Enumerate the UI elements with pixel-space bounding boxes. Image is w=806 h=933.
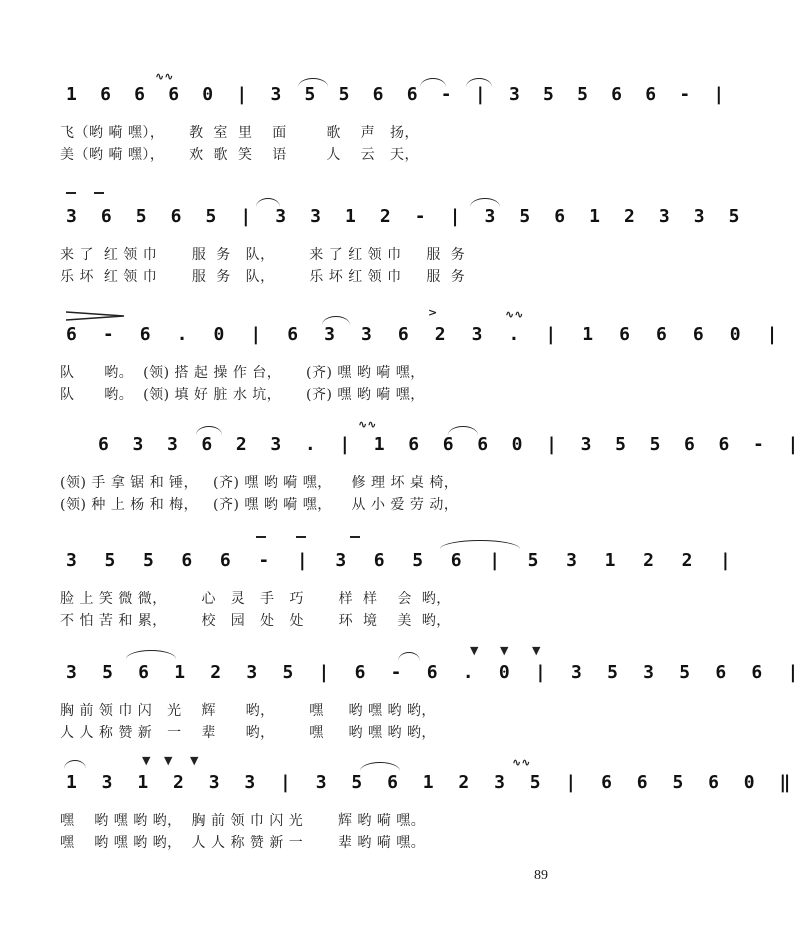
lyrics-verse-1: 队 哟。 (领) 搭 起 操 作 台， (齐) 嘿 哟 嗬 嘿， [60, 365, 425, 381]
lyrics-verse-1: 胸 前 领 巾 闪 光 辉 哟， 嘿 哟 嘿 哟 哟， [60, 703, 436, 719]
accent-mark: > [428, 306, 438, 319]
mordent-mark: ∿∿ [155, 70, 174, 83]
lyrics-verse-1: 脸 上 笑 微 微， 心 灵 手 巧 样 样 会 哟， [60, 591, 451, 607]
lyrics-verse-2: 嘿 哟 嘿 哟 哟， 人 人 称 赞 新 一 辈 哟 嗬 嘿。 [60, 835, 426, 851]
lyrics-verse-1: 嘿 哟 嘿 哟 哟， 胸 前 领 巾 闪 光 辉 哟 嗬 嘿。 [60, 813, 426, 829]
notes-line [0, 70, 731, 118]
dash-mark [256, 536, 266, 538]
lyrics-verse-2: 不 怕 苦 和 累， 校 园 处 处 环 境 美 哟， [60, 613, 451, 629]
notes-line [0, 306, 786, 358]
notation: 6 - 6 . 0 | 6 3 3 6 2 3 . | 1 6 6 6 0 | [66, 324, 786, 345]
notation: 3 6 5 6 5 | 3 3 1 2 - | 3 5 6 1 2 3 3 5 [66, 206, 747, 227]
notes-line [0, 200, 747, 240]
lyrics-verse-1: 来 了 红 领 巾 服 务 队， 来 了 红 领 巾 服 务 [60, 247, 466, 263]
staccato-mark: ▼ [500, 644, 509, 657]
slur [298, 78, 328, 87]
decrescendo-icon [66, 310, 126, 322]
page-number: 89 [534, 868, 548, 883]
lyrics-verse-2: 美（哟 嗬 嘿）， 欢 歌 笑 语 人 云 天， [60, 147, 420, 163]
notation: 6 3 3 6 2 3 . | 1 6 6 6 0 | 3 5 5 6 6 - | [98, 434, 805, 455]
dash-mark [94, 192, 104, 194]
notes-line [0, 754, 798, 806]
mordent-mark: ∿∿ [512, 756, 531, 769]
lyrics-verse-1: 飞（哟 嗬 嘿）， 教 室 里 面 歌 声 扬， [60, 125, 420, 141]
notation: 3 5 5 6 6 - | 3 6 5 6 | 5 3 1 2 2 | [66, 550, 740, 571]
slur [420, 78, 446, 87]
lyrics-verse-2: 人 人 称 赞 新 一 辈 哟， 嘿 哟 嘿 哟 哟， [60, 725, 436, 741]
dash-mark [350, 536, 360, 538]
notation: 1 3 1 2 3 3 | 3 5 6 1 2 3 5 | 6 6 5 6 0 ‖ [66, 772, 798, 793]
mordent-mark: ∿∿ [505, 308, 524, 321]
notation: 3 5 6 1 2 3 5 | 6 - 6 . 0 | 3 5 3 5 6 6 | [66, 662, 806, 683]
notation: 1 6 6 6 0 | 3 5 5 6 6 - | 3 5 5 6 6 - | [66, 84, 731, 105]
system-5 [0, 544, 740, 669]
staccato-mark: ▼ [164, 754, 173, 767]
system-4 [0, 418, 805, 553]
notes-line [0, 544, 740, 584]
slur [448, 426, 478, 435]
dash-mark [66, 192, 76, 194]
staccato-mark: ▼ [470, 644, 479, 657]
lyrics-verse-2: 乐 坏 红 领 巾 服 务 队， 乐 坏 红 领 巾 服 务 [60, 269, 466, 285]
lyrics-verse-2: 队 哟。 (领) 填 好 脏 水 坑， (齐) 嘿 哟 嗬 嘿， [60, 387, 425, 403]
lyrics-verse-2: (领) 种 上 杨 和 梅， (齐) 嘿 哟 嗬 嘿， 从 小 爱 劳 动， [60, 497, 459, 513]
mordent-mark: ∿∿ [358, 418, 377, 431]
slur [322, 316, 350, 325]
notes-line [0, 644, 806, 696]
system-2 [0, 200, 747, 325]
staccato-mark: ▼ [532, 644, 541, 657]
notes-line [0, 418, 805, 468]
system-6 [0, 644, 806, 781]
slur [470, 198, 500, 207]
lyrics-verse-1: (领) 手 拿 锯 和 锤， (齐) 嘿 哟 嗬 嘿， 修 理 坏 桌 椅， [60, 475, 459, 491]
slur [466, 78, 492, 87]
system-1 [0, 70, 731, 203]
dash-mark [296, 536, 306, 538]
slur [196, 426, 222, 435]
slur [256, 198, 280, 207]
system-3 [0, 306, 786, 443]
staccato-mark: ▼ [190, 754, 199, 767]
staccato-mark: ▼ [142, 754, 151, 767]
